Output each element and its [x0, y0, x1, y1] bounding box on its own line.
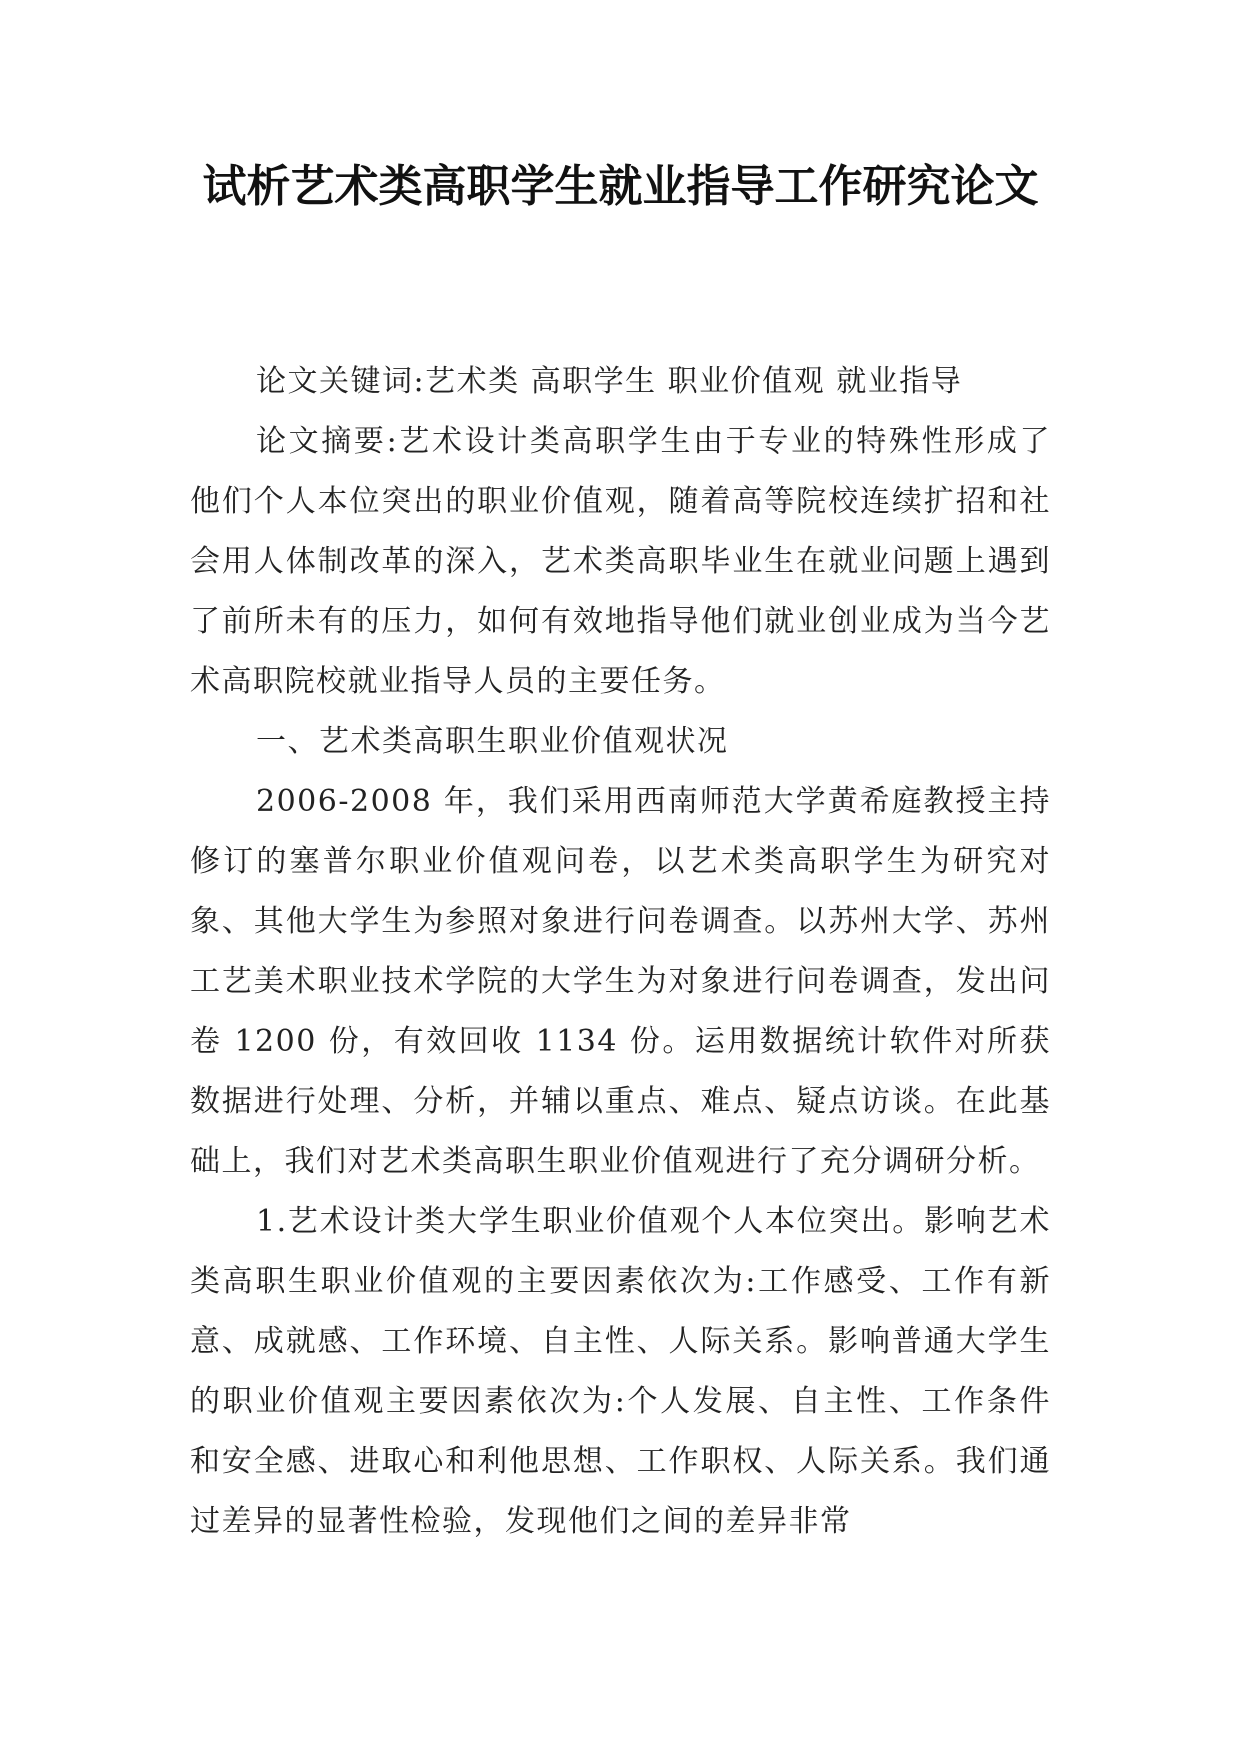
abstract-paragraph: 论文摘要:艺术设计类高职学生由于专业的特殊性形成了他们个人本位突出的职业价值观，随着高等院校连续扩招和社会用人体制改革的深入，艺术类高职毕业生在就业问题上遇到了前所未有的压力，如何有效地指导他们就业创业成为当今艺术高职院校就业指导人员的主要任务。 — [190, 424, 1051, 699]
document-body — [190, 352, 1051, 1552]
document-title: 试析艺术类高职学生就业指导工作研究论文 — [202, 161, 1039, 212]
keywords-paragraph: 论文关键词:艺术类 高职学生 职业价值观 就业指导 — [256, 364, 963, 399]
body-paragraph: 2006-2008 年，我们采用西南师范大学黄希庭教授主持修订的塞普尔职业价值观问卷，以艺术类高职学生为研究对象、其他大学生为参照对象进行问卷调查。以苏州大学、苏州工艺美术职业技术学院的大学生为对象进行问卷调查，发出问卷 1200 份，有效回收 1134 份。运用数据统计软件对所获数据进行处理、分析，并辅以重点、难点、疑点访谈。在此基础上，我们对艺术类高职生职业价值观进行了充分调研分析。 — [190, 784, 1051, 1179]
section-heading: 一、艺术类高职生职业价值观状况 — [256, 724, 729, 759]
body-paragraph: 1.艺术设计类大学生职业价值观个人本位突出。影响艺术类高职生职业价值观的主要因素依次为:工作感受、工作有新意、成就感、工作环境、自主性、人际关系。影响普通大学生的职业价值观主要因素依次为:个人发展、自主性、工作条件和安全感、进取心和利他思想、工作职权、人际关系。我们通过差异的显著性检验，发现他们之间的差异非常 — [190, 1204, 1051, 1539]
